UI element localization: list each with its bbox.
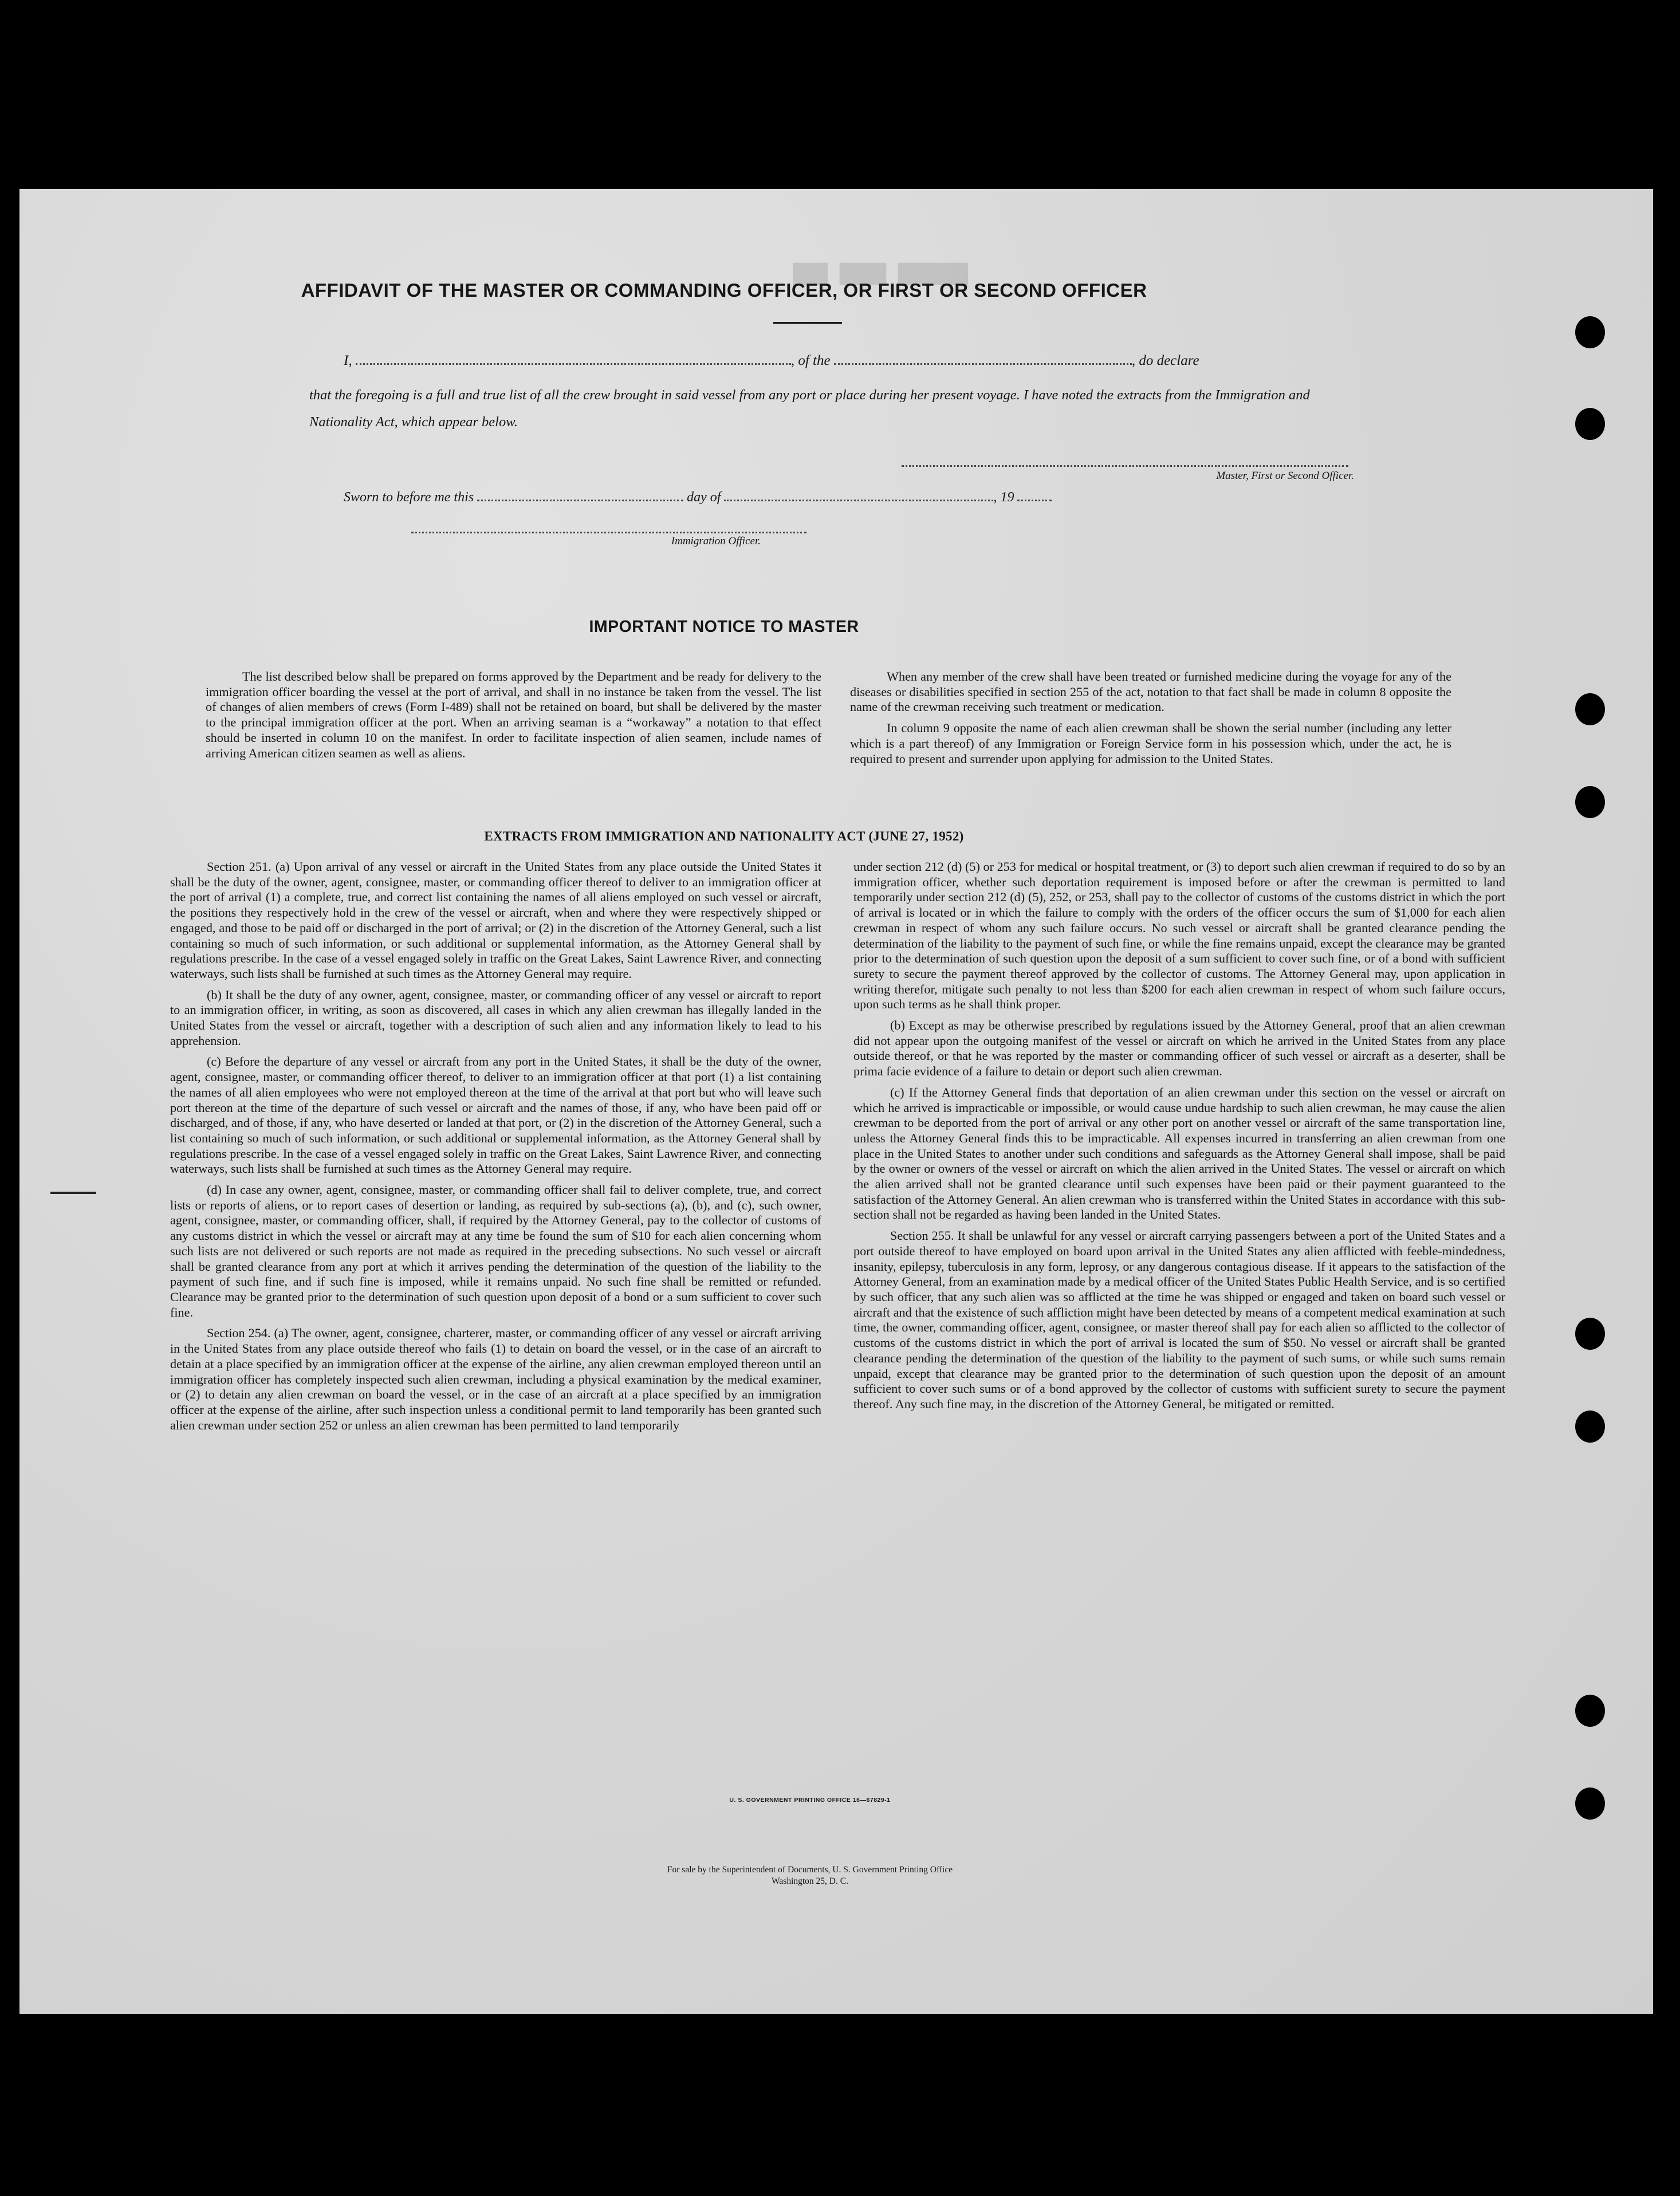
- sworn-line: [344, 490, 1052, 505]
- binder-hole: [1575, 1788, 1605, 1820]
- affidavit-title: AFFIDAVIT OF THE MASTER OR COMMANDING OFFICER, OR FIRST OR SECOND OFFICER: [301, 280, 1147, 301]
- notice-title: IMPORTANT NOTICE TO MASTER: [589, 618, 859, 636]
- sale-notice-line: For sale by the Superintendent of Documents, U. S. Government Printing Office: [667, 1865, 953, 1875]
- section-254-b: (b) Except as may be otherwise prescribed by regulations issued by the Attorney General, proof that an alien crewman did not appear upon the outgoing manifest of the vessel or aircraft on which he arrived in the United States from any place outside thereof, or that he was reported by the master or commanding officer of such vessel or aircraft as a deserter, shall be prima facie evidence of a failure to detain or deport such alien crewman.: [853, 1018, 1505, 1079]
- sworn-month-field[interactable]: [724, 500, 993, 501]
- section-254-a-continued: under section 212 (d) (5) or 253 for medical or hospital treatment, or (3) to deport such alien crewman if required to do so by an immigration officer, whether such deportation requirement is imposed before or after the crewman is permitted to land temporarily under section 212 (d) (5), 252, or 253, shall pay to the collector of customs of the customs district in which the port of arrival is located or in which the failure to comply with the orders of the officer occurs the sum of $1,000 for each alien crewman in respect of whom any such failure occurs. No such vessel or aircraft shall be granted clearance pending the determination of the liability to the payment of such fine, or while the fine remains unpaid, except the clearance may be granted prior to the determination of such question upon the deposit of a sum sufficient to cover such fine, or of a bond with sufficient surety to secure the payment thereof approved by the collector of customs. The Attorney General may, upon application in writing therefor, mitigate such penalty to not less than $200 for each alien crewman in respect of whom such failure occurs, upon such terms as he shall think proper.: [853, 859, 1505, 1012]
- section-251-d: (d) In case any owner, agent, consignee, master, or commanding officer shall fail to deliver complete, true, and correct lists or reports of aliens, or to report cases of desertion or landing, as required by sub-sections (a), (b), and (c), such owner, agent, consignee, master, or commanding officer, shall, if required by the Attorney General, pay to the collector of customs of any customs district in which the vessel or aircraft may at any time be found the sum of $10 for each alien concerning whom such lists are not delivered or such reports are not made as required in the preceding subsections. No such vessel or aircraft shall be granted clearance from any port at which it arrives pending the determination of the question of the liability to the payment of such fine, and if such fine is imposed, while it remains unpaid. No such fine shall be remitted or refunded. Clearance may be granted prior to the determination of such question upon deposit of a bond or a sum sufficient to cover such fine.: [170, 1183, 821, 1319]
- bleed-through-text: ███ ████ ██████: [793, 264, 969, 285]
- title-rule: [773, 322, 842, 324]
- binder-hole: [1575, 408, 1605, 440]
- extracts-title: EXTRACTS FROM IMMIGRATION AND NATIONALITY ACT (JUNE 27, 1952): [484, 829, 964, 843]
- section-255: Section 255. It shall be unlawful for any vessel or aircraft carrying passengers between a port of the United States and a port outside thereof to have employed on board upon arrival in the United States any alien afflicted with feeble-mindedness, insanity, epilepsy, tuberculosis in any form, leprosy, or any dangerous contagious disease. If it appears to the satisfaction of the Attorney General, from an examination made by a medical officer of the United States Public Health Service, and is so certified by such officer, that any such alien was so afflicted at the time he was shipped or engaged and taken on board such vessel or aircraft and that the existence of such affliction might have been detected by means of a competent medical examination at such time, the owner, commanding officer, agent, consignee, or master thereof shall pay for each alien so afflicted to the collector of customs of the customs district in which the port of arrival is located the sum of $50. No vessel or aircraft shall be granted clearance pending the determination of the question of the liability to the payment of such sums, or while such sums remain unpaid, except that clearance may be granted prior to the determination of such question upon the deposit of an amount sufficient to cover such sums or of a bond approved by the collector of customs with sufficient surety to secure the payment thereof. Any such fine may, in the discretion of the Attorney General, be mitigated or remitted.: [853, 1228, 1505, 1411]
- notice-right-paragraph: In column 9 opposite the name of each alien crewman shall be shown the serial number (including any letter which is a part thereof) of any Immigration or Foreign Service form in his possession which, under the act, he is required to present and surrender upon applying for admission to the United States.: [850, 721, 1451, 766]
- i-prefix: I,: [344, 353, 352, 368]
- extracts-right-column: [853, 859, 1505, 1412]
- of-the-text: , of the: [790, 353, 831, 368]
- section-251-c: (c) Before the departure of any vessel or aircraft from any port in the United States, it shall be the duty of the owner, agent, consignee, master, or commanding officer thereof, to deliver to an immigration officer at that port (1) a list containing the names of all alien employees who were not employed thereon at the time of the arrival at that port but who will leave such port thereon at the time of the departure of such vessel or aircraft and the names of those, if any, who have been paid off or discharged, and of those, if any, who have deserted or landed at that port, or (2) in the discretion of the Attorney General, such a list containing so much of such information, or such additional or supplemental information, as the Attorney General shall by regulations prescribe. In the case of a vessel engaged solely in traffic on the Great Lakes, Saint Lawrence River, and connecting waterways, such lists shall be furnished at such times as the Attorney General may require.: [170, 1054, 821, 1176]
- binder-hole: [1575, 693, 1605, 725]
- sworn-day-field[interactable]: [477, 500, 683, 501]
- sworn-prefix: Sworn to before me this: [344, 490, 474, 505]
- section-251-b: (b) It shall be the duty of any owner, agent, consignee, master, or commanding officer of any vessel or aircraft to report to an immigration officer, in writing, as soon as discovered, all cases in which any alien crewman has illegally landed in the United States from the vessel or aircraft, together with a description of such alien and any information likely to lead to his apprehension.: [170, 987, 821, 1048]
- master-signature-field[interactable]: [902, 465, 1348, 467]
- gpo-imprint: U. S. GOVERNMENT PRINTING OFFICE 16—67829-1: [729, 1797, 891, 1804]
- year-prefix: , 19: [993, 490, 1014, 505]
- binder-hole: [1575, 786, 1605, 818]
- notice-left-paragraph: The list described below shall be prepared on forms approved by the Department and be ready for delivery to the immigration officer boarding the vessel at the port of arrival, and shall in no instance be taken from the vessel. The list of changes of alien members of crews (Form I-489) shall not be retained on board, but shall be delivered by the master to the principal immigration officer at the port. When an arriving seaman is a “workaway” a notation to that effect should be inserted in column 10 on the manifest. In order to facilitate inspection of alien seamen, include names of arriving American citizen seamen as well as aliens.: [206, 669, 821, 760]
- section-254-c: (c) If the Attorney General finds that deportation of an alien crewman under this section on the vessel or aircraft on which he arrived is impracticable or impossible, or would cause undue hardship to such alien crewman, he may cause the alien crewman to be deported from the port of arrival or any other port on another vessel or aircraft of the same transportation line, unless the Attorney General finds this to be impracticable. All expenses incurred in transferring an alien crewman from one place in the United States to another under such conditions and safeguards as the Attorney General shall impose, shall be paid by the owner or owners of the vessel or aircraft on which the alien arrived in the United States. The vessel or aircraft on which the alien arrived shall not be granted clearance until such expenses have been paid or their payment guaranteed to the satisfaction of the Attorney General. An alien crewman who is transferred within the United States in accordance with this sub-section shall not be regarded as having been landed in the United States.: [853, 1085, 1505, 1222]
- margin-mark: [50, 1192, 96, 1194]
- document-page: [19, 189, 1653, 2014]
- immigration-officer-signature-field[interactable]: [411, 532, 806, 533]
- notice-right-paragraph: When any member of the crew shall have been treated or furnished medicine during the voyage for any of the diseases or disabilities specified in section 255 of the act, notation to that fact shall be made in column 8 opposite the name of the crewman receiving such treatment or medication.: [850, 669, 1451, 714]
- extracts-left-column: [170, 859, 821, 1433]
- immigration-officer-label: Immigration Officer.: [671, 535, 761, 547]
- day-of-text: day of: [687, 490, 721, 505]
- name-field[interactable]: [356, 363, 791, 365]
- master-signature-label: Master, First or Second Officer.: [1216, 470, 1354, 482]
- binder-hole: [1575, 1411, 1605, 1443]
- vessel-field[interactable]: [834, 363, 1132, 365]
- binder-hole: [1575, 1318, 1605, 1350]
- sale-notice: [478, 1864, 1142, 1887]
- declaration-line: [344, 353, 1363, 369]
- binder-hole: [1575, 1695, 1605, 1727]
- notice-left-column: [206, 669, 821, 761]
- binder-hole: [1575, 316, 1605, 348]
- section-251-a: Section 251. (a) Upon arrival of any vessel or aircraft in the United States from any place outside the United States it shall be the duty of the owner, agent, consignee, master, or commanding officer thereof to deliver to an immigration officer at the port of arrival (1) a complete, true, and correct list containing the names of all aliens employed on such vessel or aircraft, the positions they respectively hold in the crew of the vessel or aircraft, when and where they were respectively shipped or engaged, and those to be paid off or discharged in the port of arrival; or (2) in the discretion of the Attorney General, such a list containing so much of such information, or such additional or supplemental information, as the Attorney General shall by regulations prescribe. In the case of a vessel engaged solely in traffic on the Great Lakes, Saint Lawrence River, and connecting waterways, such lists shall be furnished at such times as the Attorney General may require.: [170, 859, 821, 981]
- declaration-text: that the foregoing is a full and true list of all the crew brought in said vessel from any port or place during her present voyage. I have noted the extracts from the Immigration and Nationality Act, which appear below.: [309, 387, 1310, 430]
- notice-right-column: [850, 669, 1451, 767]
- sale-notice-address: Washington 25, D. C.: [772, 1876, 848, 1886]
- sworn-year-field[interactable]: [1017, 500, 1052, 501]
- do-declare-text: , do declare: [1131, 353, 1199, 368]
- section-254-a: Section 254. (a) The owner, agent, consignee, charterer, master, or commanding officer of any vessel or aircraft arriving in the United States from any place outside thereof who fails (1) to detain on board the vessel, or in the case of an aircraft to detain at a place specified by an immigration officer at the expense of the airline, any alien crewman employed thereon until an immigration officer has completely inspected such alien crewman, including a physical examination by the medical examiner, or (2) to detain any alien crewman on board the vessel, or in the case of an aircraft at a place specified by an immigration officer at the expense of the airline, after such inspection unless a conditional permit to land temporarily has been granted such alien crewman under section 252 or unless an alien crewman has been permitted to land temporarily: [170, 1326, 821, 1432]
